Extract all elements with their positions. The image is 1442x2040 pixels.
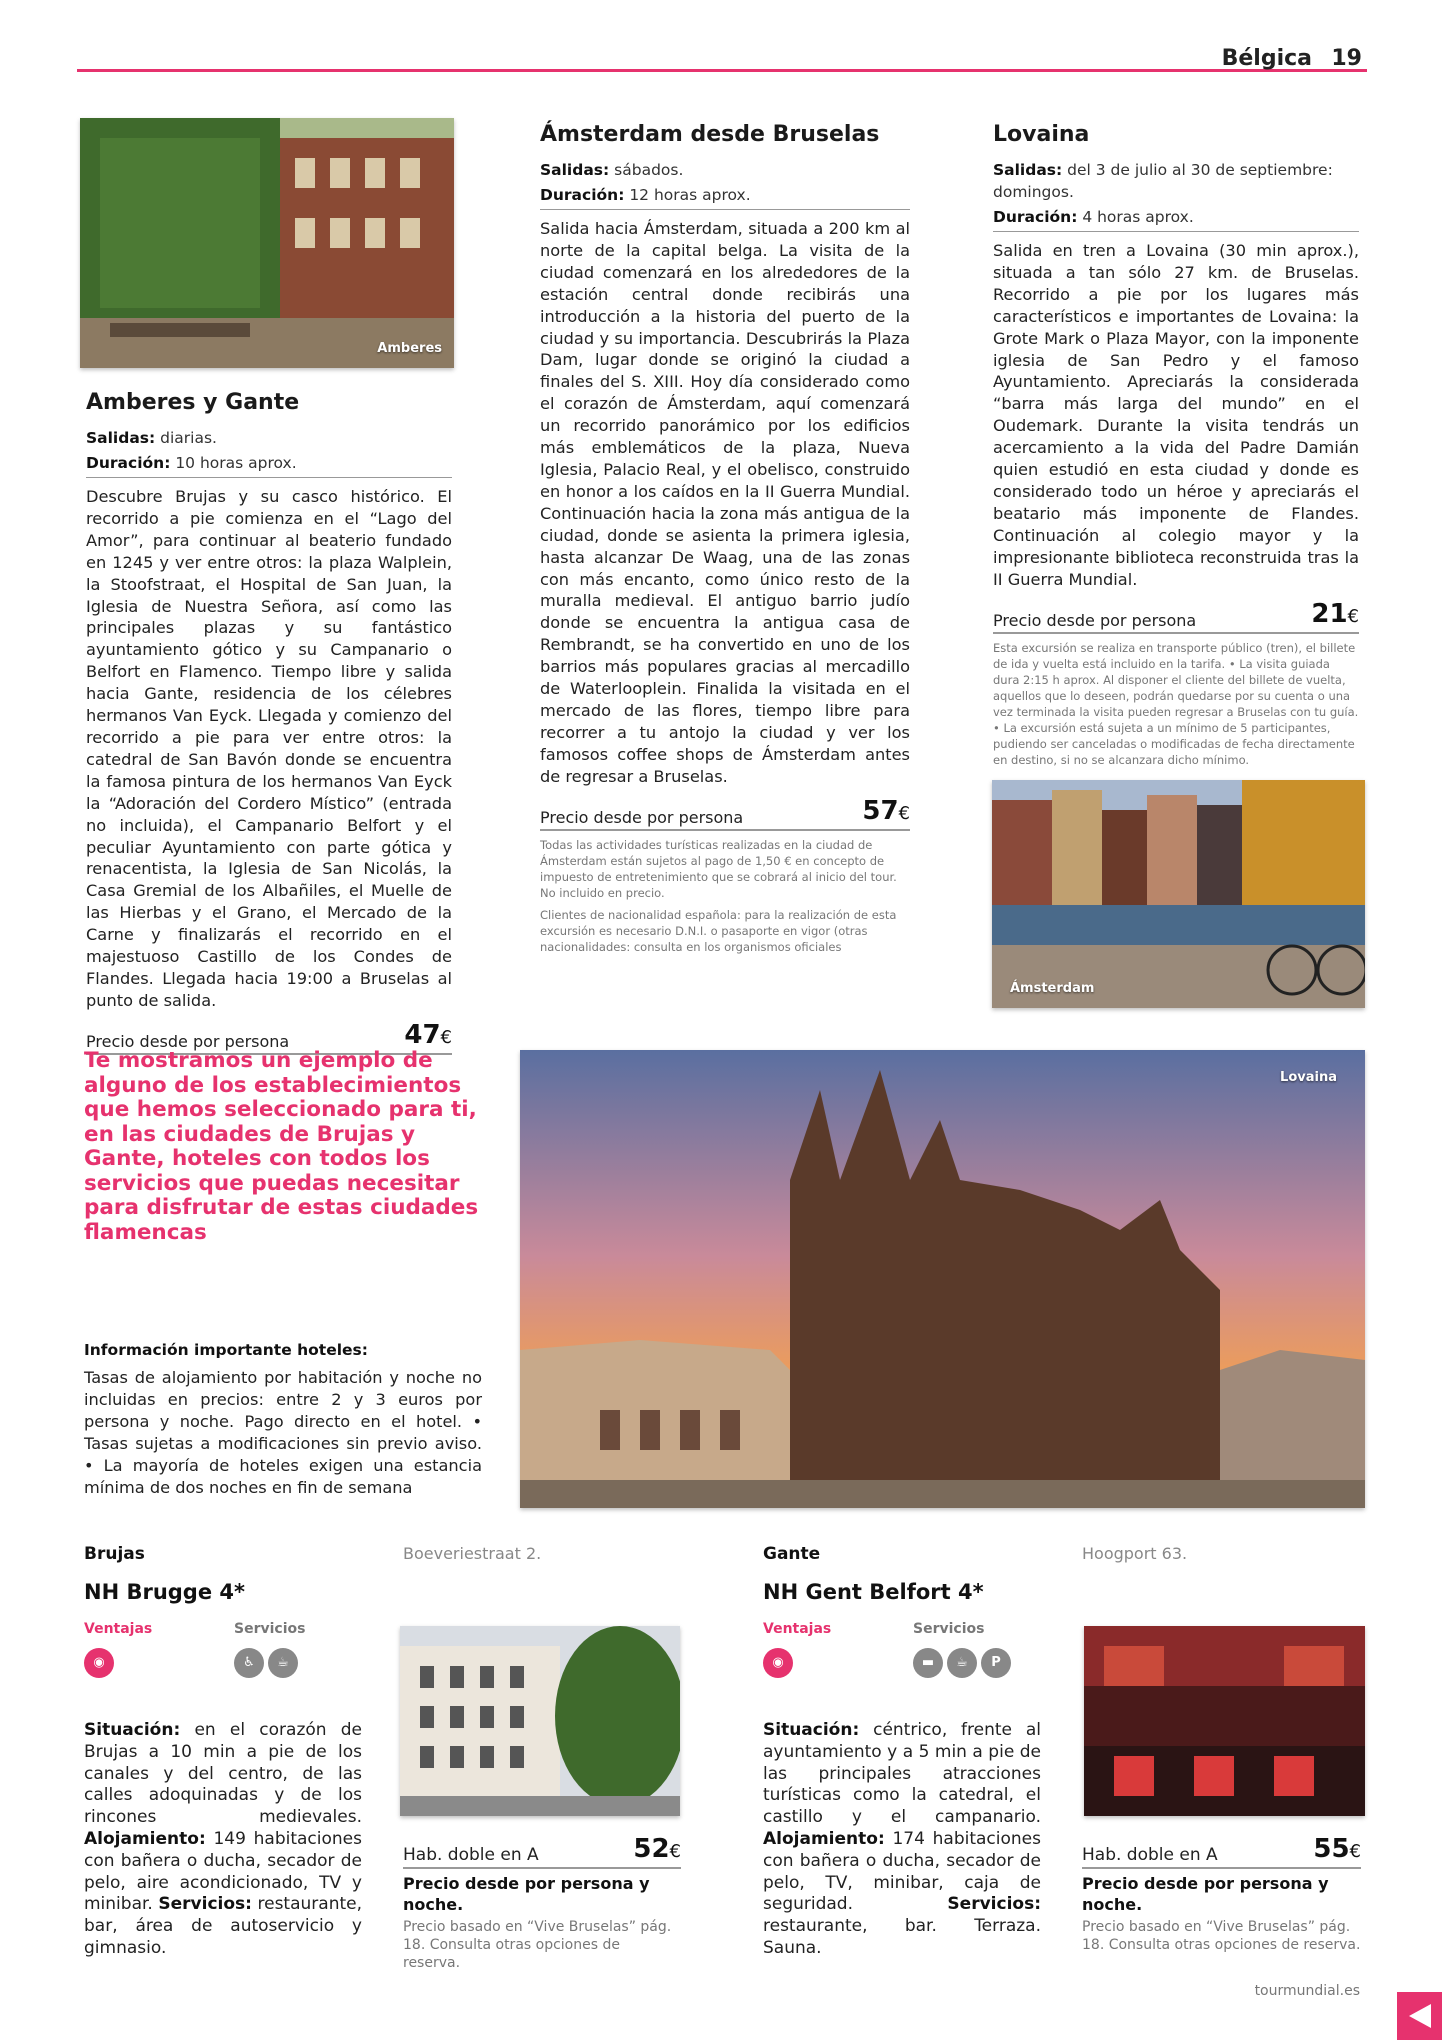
ventajas-icons [763,1648,797,1678]
hotel-address: Boeveriestraat 2. [403,1544,542,1563]
accessibility-icon: ♿ [234,1648,264,1678]
hotel-info-title: Información importante hoteles: [84,1341,368,1359]
tour-note: Todas las actividades turísticas realizadas en la ciudad de Ámsterdam están sujetos al pago de 1,50 € en concepto de impuesto de entretenimiento que se cobrará al inicio del tour. No incluido en precio. [540,837,897,900]
section-title: Bélgica [1221,46,1312,71]
wifi-gratis-icon: ◉ [84,1648,114,1678]
tour-duracion: Duración: 10 horas aprox. [86,449,452,478]
amberes-caption: Amberes [377,341,442,356]
tour-salidas: Salidas: del 3 de julio al 30 de septiembre: domingos. [993,161,1333,201]
hotel-photo [1084,1626,1365,1816]
tour-description: Descubre Brujas y su casco histórico. El recorrido a pie comienza en el “Lago del Amor”, para continuar al beaterio fundado en 1245 y ver entre otros: la plaza Walplein, la Stoofstraat, el Hospital de San Juan, la Iglesia de Nuestra Señora, así como las principales plazas y su fantástico ayuntamiento gótico y su Campanario o Belfort en Flamenco. Tiempo libre y salida hacia Gante, residencia de los célebres hermanos Van Eyck. Llegada y comienzo del recorrido a pie para ver entre otros: la catedral de San Bavón donde se encuentra la famosa pintura de los hermanos Van Eyck la “Adoración del Cordero Místico” (entrada no incluida), el Campanario Belfort y el peculiar Ayuntamiento con parte gótica y renacentista, la Iglesia de San Nicolás, la Casa Gremial de los Albañiles, el Muelle de las Hierbas y el Grano, el Mercado de la Carne y finalizarás el recorrido en el majestuoso Castillo de los Condes de Flandes. Llegada hacia 19:00 a Bruselas al punto de salida. [86,487,452,1010]
bed-icon: ▬ [913,1648,943,1678]
amsterdam-photo [992,780,1365,1008]
hotel-price-note: Precio basado en “Vive Bruselas” pág. 18. Consulta otras opciones de reserva. [403,1919,672,1971]
hotel-info [84,1341,482,1498]
tour-amsterdam [540,122,910,955]
hotel-price-note: Precio basado en “Vive Bruselas” pág. 18. Consulta otras opciones de reserva. [1082,1919,1361,1953]
parking-icon: P [981,1648,1011,1678]
ventajas-label: Ventajas [84,1621,153,1637]
tour-description: Salida en tren a Lovaina (30 min aprox.), situada a tan sólo 27 km. de Bruselas. Recorrido a pie por los lugares más característicos e importantes de Lovaina: la Grote Mark o Plaza Mayor, con la imponente iglesia de San Pedro y el famoso Ayuntamiento. Apreciarás la considerada “barra más larga del mundo” en el Oudemark. Durante la visita tendrás un acercamiento a la vida del Padre Damián quien estudió en esta ciudad y donde es considerado todo un héroe y apreciarás el beatario más imponente de Flandes. Continuación al colegio mayor y la impresionante biblioteca reconstruida tras la II Guerra Mundial. [993,241,1359,589]
footer-site: tourmundial.es [1254,1983,1360,1999]
page-number: 19 [1331,46,1362,71]
tour-title: Ámsterdam desde Bruselas [540,122,880,147]
lovaina-caption: Lovaina [1280,1070,1337,1085]
header-rule [77,69,1367,72]
tour-note: Esta excursión se realiza en transporte público (tren), el billete de ida y vuelta está incluido en la tarifa. • La visita guiada dura 2:15 h aprox. Al disponer el cliente del billete de vuelta, aquellos que lo deseen, podrán quedarse por su cuenta o una vez terminada la visita pueden regresar a Bruselas con tu guía. • La excursión está sujeta a un mínimo de 5 participantes, pudiendo ser canceladas o modificadas de fecha directamente en destino, si no se alcanzara dicho mínimo. [993,640,1359,767]
restaurant-icon: ☕ [268,1648,298,1678]
restaurant-icon: ☕ [947,1648,977,1678]
tour-price: Precio desde por persona 21€ [993,601,1359,634]
hotel-photo [400,1626,680,1816]
hotel-city: Brujas [84,1544,145,1564]
hotel-address: Hoogport 63. [1082,1544,1188,1563]
hotel-description: Situación: en el corazón de Brujas a 10 min a pie de los canales y del centro, de las calles adoquinadas y de los rincones medievales. Alojamiento: 149 habitaciones con bañera o ducha, secador de pelo, aire acondicionado, TV y minibar. Servicios: restaurante, bar, área de autoservicio y gimnasio. [84,1720,362,1958]
tour-price: Precio desde por persona 47€ [86,1022,452,1055]
tour-lovaina [993,122,1359,768]
hotel-price: Hab. doble en A 52€ [403,1836,681,1869]
tour-salidas: Salidas: sábados. [540,161,684,179]
hotel-price-caption: Precio desde por persona y noche. [403,1874,650,1914]
hotel-city: Gante [763,1544,821,1564]
ventajas-label: Ventajas [763,1621,832,1637]
promo-text: Te mostramos un ejemplo de alguno de los establecimientos que hemos seleccionado para ti, en las ciudades de Brujas y Gante, hoteles con todos los servicios que puedas necesitar para disfrutar de estas ciudades flamencas [84,1048,479,1245]
amsterdam-caption: Ámsterdam [1010,981,1095,996]
tour-salidas: Salidas: diarias. [86,429,217,447]
ventajas-icons [84,1648,118,1678]
servicios-label: Servicios [913,1621,985,1637]
hotel-name: NH Gent Belfort 4* [763,1580,984,1604]
amberes-photo [80,118,454,368]
hotel-name: NH Brugge 4* [84,1580,245,1604]
arrow-left-icon [1397,1992,1442,2040]
tour-description: Salida hacia Ámsterdam, situada a 200 km al norte de la capital belga. La visita de la ciudad comenzará en los alrededores de la estación central donde recibirás una introducción a la historia del puerto de la ciudad y su importancia. Descubrirás la Plaza Dam, lugar donde se originó la ciudad a finales del S. XIII. Hoy día considerado como el corazón de Ámsterdam, aquí comenzará un recorrido panorámico por los edificios más emblemáticos de la plaza, Nueva Iglesia, Palacio Real, y el obelisco, construido en honor a los caídos en la II Guerra Mundial. Continuación hacia la zona más antigua de la ciudad, donde se asienta la primera iglesia, hasta alcanzar De Waag, una de las zonas con más encanto, como único resto de la muralla medieval. El antiguo barrio judío donde se encuentra la antigua casa de Rembrandt, se ha convertido en uno de los barrios más populares gracias al mercadillo de Waterlooplein. Finalida la visitada en el mercado de las flores, tiempo libre para recorrer a tu antojo la ciudad y ver los famosos coffee shops de Ámsterdam antes de regresar a Bruselas. [540,219,910,786]
tour-note: Clientes de nacionalidad española: para la realización de esta excursión es necesario D.N.I. o pasaporte en vigor (otras nacionalidades: consulta en los organismos oficiales [540,907,897,954]
lovaina-photo [520,1050,1365,1508]
tour-title: Amberes y Gante [86,390,300,415]
hotel-info-body: Tasas de alojamiento por habitación y noche no incluidas en precios: entre 2 y 3 euros por persona y noche. Pago directo en el hotel. • Tasas sujetas a modificaciones sin previo aviso. • La mayoría de hoteles exigen una estancia mínima de dos noches en fin de semana [84,1368,482,1497]
servicios-label: Servicios [234,1621,306,1637]
tour-amberes [86,390,452,1055]
hotel-description: Situación: céntrico, frente al ayuntamiento y a 5 min a pie de las principales atracciones turísticas como la catedral, el castillo y el campanario. Alojamiento: 174 habitaciones con bañera o ducha, secador de pelo, TV, minibar, caja de seguridad. Servicios: restaurante, bar. Terraza. Sauna. [763,1720,1041,1958]
tour-title: Lovaina [993,122,1090,147]
servicios-icons [234,1648,302,1678]
wifi-gratis-icon: ◉ [763,1648,793,1678]
hotel-price: Hab. doble en A 55€ [1082,1836,1361,1869]
page-back-button[interactable] [1397,1992,1442,2040]
hotel-price-caption: Precio desde por persona y noche. [1082,1874,1329,1914]
servicios-icons [913,1648,1015,1678]
tour-duracion: Duración: 4 horas aprox. [993,203,1359,232]
tour-duracion: Duración: 12 horas aprox. [540,181,910,210]
tour-price: Precio desde por persona 57€ [540,798,910,831]
